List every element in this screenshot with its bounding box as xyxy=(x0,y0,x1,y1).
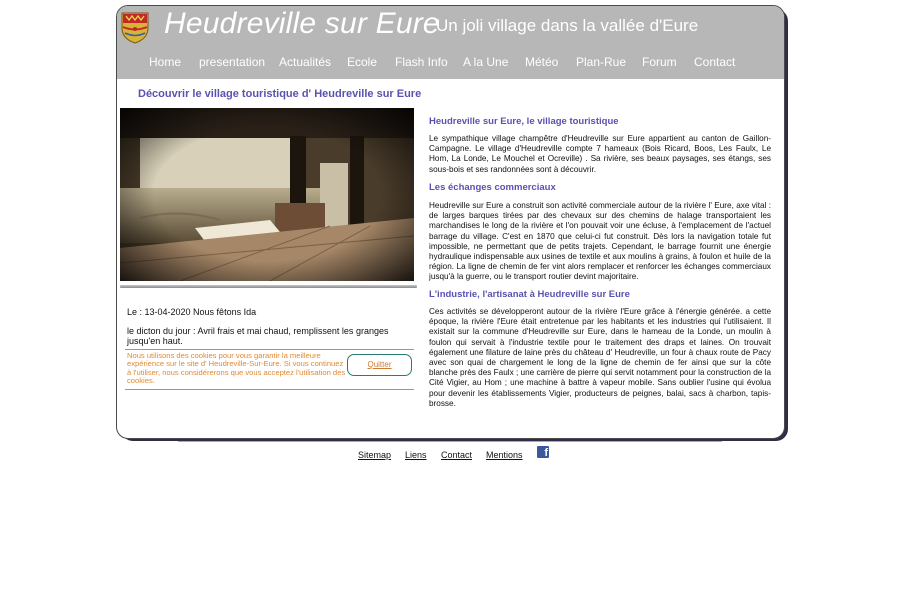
site-title[interactable]: Heudreville sur Eure xyxy=(164,7,440,40)
village-lavoir-photo xyxy=(120,108,414,281)
cookie-quit-button[interactable]: Quitter xyxy=(347,354,412,376)
photo-divider xyxy=(120,285,417,288)
section-text-industry: Ces activités se développeront autour de la rivière l'Eure grâce à l'énergie générée. a cette époque, la rivière l'Eure était entretenue par les habitants et les industries qui l'utilisaient. Il existait sur la commune d'Heudreville sur Eure, dans le hameau de la Londe, un moulin à foulon qui servait à l'industrie textile pour le traitement des draps et laines. On trouvait également une filature de laine près du château d' Heudreville, un four à chaux route de Pacy avec son quai de chargement le long de la ligne de chemin de fer ainsi que sur la côte blanche près des Faulx ; une carrière de pierre qui servit notamment pour la construction de la Cité Vigier, au Hom ; une machine à battre à vapeur mobile. Sans oublier l'usine qui évolua pour devenir les établissements Vigier, producteurs de peignes, balai, sacs à charbon, tapis-brosse. xyxy=(429,307,771,408)
section-text-commerce: Heudreville sur Eure a construit son activité commerciale autour de la rivière l' Eure, axe vital : de larges barques tirées par des chevaux sur des chemins de halage transportaient les marchandises le long de la rivière et l'on pouvait voir une écluse, à l'emplacement de l'actuel barrage du village. C'est en 1870 que celui-ci fut construit. Dès lors la navigation totale fut impossible, ne permettant que de petits trajets. Cependant, le barrage fournit une énergie hydraulique indispensable aux usines de textile et aux moulins à grains, à foulon et huile de la région. La ligne de chemin de fer vint alors remplacer et renforcer les échanges commerciaux jusqu'à la guerre, ou le transport routier devint majoritaire. xyxy=(429,201,771,282)
section-heading-commerce: Les échanges commerciaux xyxy=(429,182,556,193)
nav-item-flash-info[interactable]: Flash Info xyxy=(395,55,448,69)
left-section-title: Découvrir le village touristique d' Heudreville sur Eure xyxy=(138,88,422,100)
nav-item-home[interactable]: Home xyxy=(149,55,182,69)
nav-item-meteo[interactable]: Météo xyxy=(525,55,559,69)
footer-link-mentions[interactable]: Mentions xyxy=(486,450,523,460)
cookie-divider-bottom xyxy=(125,389,414,390)
nav-item-ecole[interactable]: Ecole xyxy=(347,55,378,69)
nav-item-a-la-une[interactable]: A la Une xyxy=(463,55,509,69)
site-header xyxy=(117,6,784,79)
page-frame xyxy=(116,5,785,439)
nav-item-presentation[interactable]: presentation xyxy=(199,55,266,69)
coat-of-arms-icon[interactable] xyxy=(121,11,149,44)
cookie-divider-top xyxy=(125,349,414,350)
main-nav xyxy=(117,55,784,77)
section-heading-industry: L'industrie, l'artisanat à Heudreville sur Eure xyxy=(429,289,630,300)
footer-divider xyxy=(178,441,722,442)
section-text-village: Le sympathique village champêtre d'Heudreville sur Eure appartient au canton de Gaillon-Campagne. Le village d'Heudreville compte 7 hameaux (Bois Ricard, Boos, Les Faulx, Le Hom, La Londe, Le Mouchel et Ocreville) . Sa rivière, ses beaux paysages, ses étangs, ses sous-bois et ses randonnées sont à découvrir. xyxy=(429,134,771,174)
footer-link-liens[interactable]: Liens xyxy=(405,450,427,460)
nav-item-contact[interactable]: Contact xyxy=(694,55,736,69)
section-heading-village: Heudreville sur Eure, le village touristique xyxy=(429,116,619,127)
footer-link-sitemap[interactable]: Sitemap xyxy=(358,450,392,460)
cookie-notice-text: Nous utilisons des cookies pour vous garantir la meilleure expérience sur le site d' Heudreville-Sur-Eure. Si vous continuez à l'utiliser, nous considérerons que vous acceptez l'utilisation des cookies. xyxy=(127,351,346,385)
facebook-icon[interactable]: f xyxy=(537,446,549,458)
nav-item-plan-rue[interactable]: Plan-Rue xyxy=(576,55,627,69)
saint-of-the-day: Le : 13-04-2020 Nous fêtons Ida xyxy=(127,307,257,317)
site-subtitle: Un joli village dans la vallée d'Eure xyxy=(436,16,699,35)
saying-of-the-day: le dicton du jour : Avril frais et mai chaud, remplissent les granges jusqu'en haut. xyxy=(127,326,389,346)
footer-link-contact[interactable]: Contact xyxy=(441,450,473,460)
nav-item-actualites[interactable]: Actualités xyxy=(279,55,332,69)
nav-item-forum[interactable]: Forum xyxy=(642,55,677,69)
